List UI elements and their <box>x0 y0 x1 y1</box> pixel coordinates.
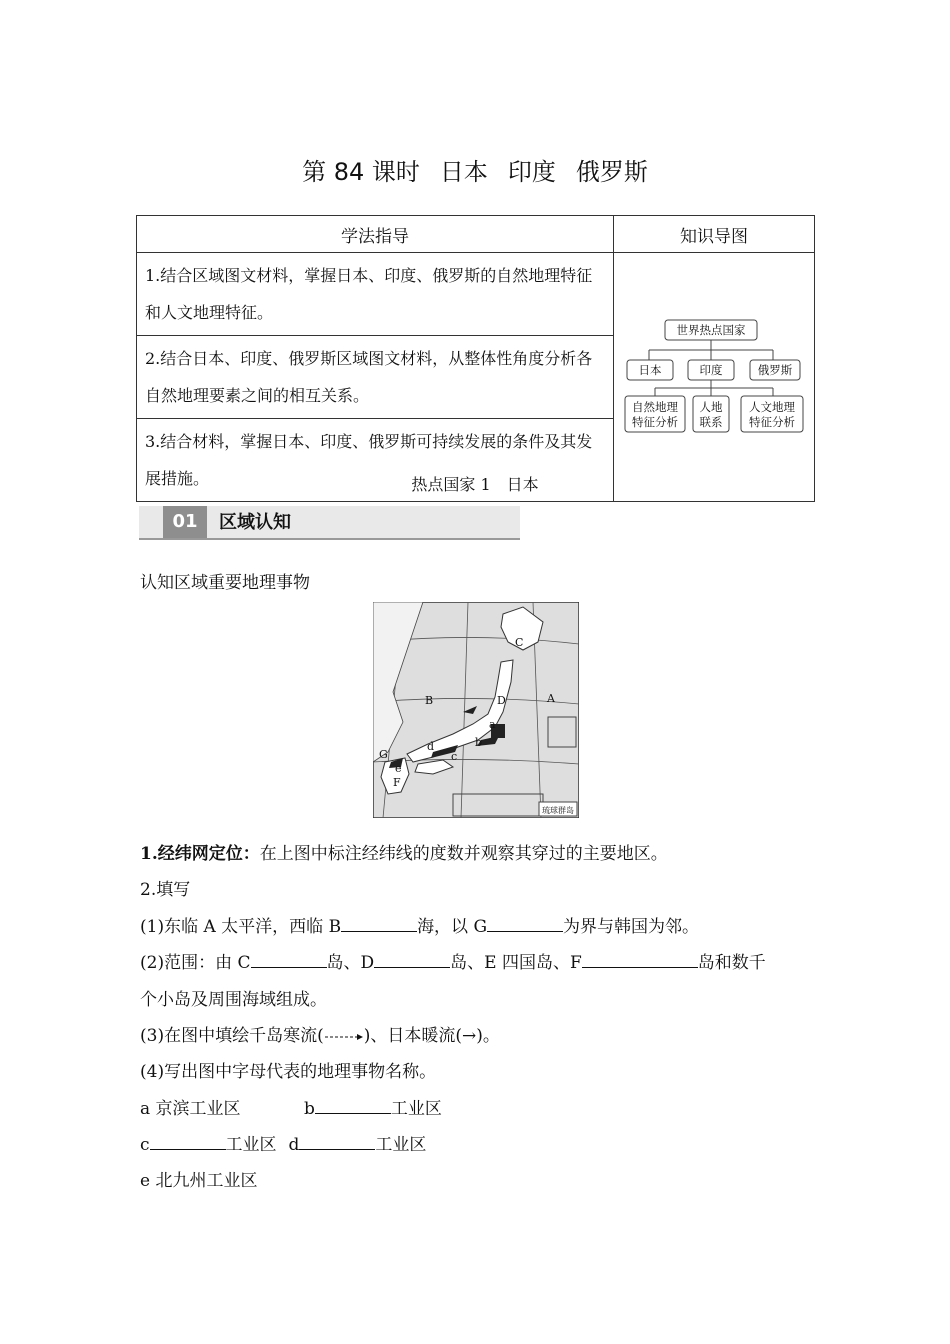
question-1 <box>140 839 668 864</box>
blank-c-island[interactable] <box>251 951 327 968</box>
header-method: 学法指导 <box>137 216 614 253</box>
q2-1-part-a: (1)东临 A 太平洋，西临 B <box>140 917 342 937</box>
mindmap-aspect-1a: 自然地理 <box>632 400 678 414</box>
method-row-3: 3.结合材料，掌握日本、印度、俄罗斯可持续发展的条件及其发展措施。 <box>137 419 614 502</box>
q2-1-part-b: 海，以 G <box>417 917 488 937</box>
map-label-c: c <box>451 750 458 763</box>
q2-2-part-c: 岛、E 四国岛、F <box>450 953 582 973</box>
guide-table <box>136 215 815 502</box>
answer-row-3: e 北九州工业区 <box>140 1171 258 1191</box>
title-japan: 日本 <box>439 158 488 186</box>
method-row-1: 1.结合区域图文材料，掌握日本、印度、俄罗斯的自然地理特征和人文地理特征。 <box>137 253 614 336</box>
answer-b-suffix: 工业区 <box>390 1099 442 1119</box>
map-label-C: C <box>515 636 524 649</box>
map-label-B: B <box>425 694 434 707</box>
blank-c-industry[interactable] <box>150 1133 226 1150</box>
map-label-D: D <box>497 694 506 707</box>
japan-map <box>373 602 579 818</box>
question-2-2b: 个小岛及周围海域组成。 <box>140 990 327 1010</box>
blank-b-sea[interactable] <box>341 915 417 932</box>
blank-b-industry[interactable] <box>315 1097 391 1114</box>
question-2: 2.填写 <box>140 880 191 900</box>
mindmap-russia: 俄罗斯 <box>757 363 793 377</box>
blank-g-strait[interactable] <box>487 915 563 932</box>
map-inset-label: 琉球群岛 <box>542 806 574 815</box>
answer-c-letter: c <box>140 1135 150 1155</box>
map-label-b: b <box>475 736 483 749</box>
mindmap-aspect-2b: 联系 <box>699 415 723 429</box>
map-label-F: F <box>393 776 401 789</box>
map-label-A: A <box>547 692 555 705</box>
mindmap-cell <box>614 253 815 502</box>
mindmap-japan: 日本 <box>638 363 662 377</box>
section-number: 01 <box>163 506 207 538</box>
section-banner <box>139 506 520 540</box>
question-1-heading: 1.经纬网定位： <box>140 844 260 864</box>
section-label: 区域认知 <box>219 512 291 533</box>
title-india: 印度 <box>507 158 556 186</box>
question-2-2 <box>140 948 766 973</box>
title-lesson: 第 84 课时 <box>302 158 420 186</box>
intro-text: 认知区域重要地理事物 <box>140 573 310 593</box>
q2-3-part-b: )、日本暖流(→)。 <box>363 1026 500 1046</box>
q2-2-part-a: (2)范围：由 C <box>140 953 251 973</box>
answer-row-2 <box>140 1130 426 1155</box>
hot-country-label: 热点国家 1 日本 <box>411 475 539 494</box>
page-title <box>0 152 950 187</box>
question-1-text: 在上图中标注经纬线的度数并观察其穿过的主要地区。 <box>259 844 668 864</box>
mindmap-india: 印度 <box>699 363 723 377</box>
q2-2-part-d: 岛和数千 <box>697 953 766 973</box>
header-mindmap: 知识导图 <box>614 216 815 253</box>
map-label-e: e <box>395 762 402 775</box>
answer-d-letter: d <box>288 1135 300 1155</box>
map-label-G: G <box>379 748 388 761</box>
q2-1-part-c: 为界与韩国为邻。 <box>563 917 700 937</box>
question-2-3 <box>140 1021 500 1046</box>
question-2-1 <box>140 912 699 937</box>
mindmap-aspect-2a: 人地 <box>699 400 723 414</box>
mind-map <box>615 272 813 482</box>
answer-b-letter: b <box>304 1099 315 1119</box>
blank-f-island[interactable] <box>582 951 698 968</box>
answer-row-1 <box>140 1094 442 1119</box>
q2-3-part-a: (3)在图中填绘千岛寒流( <box>140 1026 324 1046</box>
q2-2-part-b: 岛、D <box>326 953 375 973</box>
question-2-4: (4)写出图中字母代表的地理事物名称。 <box>140 1062 437 1082</box>
blank-d-industry[interactable] <box>299 1133 375 1150</box>
mindmap-root: 世界热点国家 <box>676 323 746 337</box>
answer-c-suffix: 工业区 <box>225 1135 277 1155</box>
answer-d-suffix: 工业区 <box>375 1135 427 1155</box>
map-label-d: d <box>427 740 435 753</box>
dashed-arrow-icon <box>324 1032 364 1042</box>
mindmap-aspect-3b: 特征分析 <box>749 415 795 429</box>
answer-a: a 京滨工业区 <box>140 1099 241 1119</box>
title-russia: 俄罗斯 <box>575 158 648 186</box>
mindmap-aspect-3a: 人文地理 <box>749 400 795 414</box>
mindmap-aspect-1b: 特征分析 <box>632 415 678 429</box>
map-label-a: a <box>489 718 496 731</box>
method-row-2: 2.结合日本、印度、俄罗斯区域图文材料，从整体性角度分析各自然地理要素之间的相互关系。 <box>137 336 614 419</box>
blank-d-island[interactable] <box>374 951 450 968</box>
